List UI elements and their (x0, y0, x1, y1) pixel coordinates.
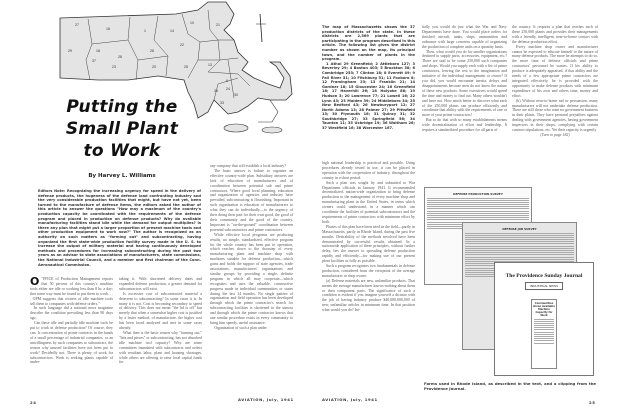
svg-text:25: 25 (184, 65, 188, 69)
clipping-story: Communities Given Available Machine Capacity for Work (531, 299, 557, 369)
byline: By Harvey L. Williams (88, 173, 156, 179)
svg-text:27: 27 (75, 23, 79, 27)
right-column-3: the country. It requires a plan that reaches each of these 250,000 plants and provides their managements with a friendly, intelligent, near-to-home contact with the defense production effort. Every machine shop owner and manufacturer cannot be expected to educate himself to the nature of many defense products. The more he attempts to do so, the more time of defense officials and prime contractors' personnel he wastes. If his ability to produce is adequately appraised, if that ability and the needs of a few appropriate prime contractors are integrated effectively, he is provided with the opportunity to make defense products with minimum expenditure of his own and others time, money and effort. (b) Without near-to-home aid or persuasion, many manufacturers will not undertake defense production. There are still those who want no government business in their plants. They have personal prejudices against dealing with government agencies, having government inspectors in their shops, complying with certain contract stipulations, etc. Yet their capacity is urgently (Turn to page 182) (512, 25, 598, 137)
left-column-3: any company that will establish a local industry? The basic answer is failure to organize an effective country-wide plan. Subsidiary answers are lack of education of manufacturers and of coordination between potential sub and prime contractors. Where good local planning, education and organization of agencies and industry have prevailed, subcontracting is flourishing. Important in such organization is education of manufacturers to what they can do individually—to the urgency of their doing their part for their own good, the good of their community and the good of the country. Important is "on-the-ground" coordination between potential subcontractors and prime contractors. While effective local programs are producing results, no simple, standardized, effective program for the whole country has been put in operation, which reaches down to the doorstep of every manufacturing plant and machine shop with machines suitable for defense production—which gains and holds the support of state agencies, trade associations, manufacturers' organizations and similar groups by providing a single, definite program in which all may cooperate—which recognizes and uses the valuable, constructive progress made in individual communities or states during the last 14 months. No single pattern of organization and field operation has been developed through which the prime contractor's search for subcontracting facilities is shortened to the utmost and through which the prime contractor knows that one similar procedure exists in every community to bring him speedy, useful assistance. Organization of such a plan under (210, 164, 293, 330)
newspaper-clipping (494, 262, 594, 376)
svg-text:20: 20 (152, 65, 156, 69)
svg-text:37: 37 (92, 59, 96, 63)
page-number-right: 25 (589, 400, 596, 405)
svg-text:1: 1 (144, 29, 146, 33)
clipping-masthead: The Providence Sunday Journal (505, 273, 583, 279)
svg-text:30: 30 (234, 93, 238, 97)
continued-note: (Turn to page 182) (540, 132, 570, 137)
svg-text:24: 24 (226, 87, 230, 91)
right-page (312, 0, 624, 420)
svg-text:23: 23 (112, 65, 116, 69)
svg-text:10: 10 (190, 21, 194, 25)
svg-text:28: 28 (118, 55, 122, 59)
svg-text:16: 16 (106, 27, 110, 31)
map-caption: The map of Massachusetts shows the 37 production districts of the state. In these districts are 2,569 plants that are participating in the program described in this article. The following list gives the district number as shown on the map, its principal town, and the number of plants in the program. 1 Athol 29 Greenfield; 2 Attleboro 127; 3 Beverley 29; 4 Boston 403; 5 Brockton 38; 6 Cambridge 253; 7 Clinton 18; 8 Everett 49; 9 Fall River 51; 10 Fitchburg 51; 11 Foxboro 8; 12 Framingham 23; 13 Franklin 21; 14 Gardner 18; 15 Gloucester 24; 16 Greenfield 18; 17 Haverhill 26; 18 Holyoke 88; 19 Hudson 3; 20 Lawrence 77; 21 Lowell 16; 22 Lynn 43; 23 Malden 39; 24 Middleboro 34; 25 New Bedford 43; 26 Newburyport 12; 27 North Adams 13; 28 Palmer 27; 29 Pittsfield 13; 30 Plymouth 16; 31 Quincy 31; 32 Southbridge 27; 33 Springfield 56; 34 Taunton 11; 35 Uxbridge 19; 36 Waltham 26; 37 Westfield 16; 38 Worcester 167. (322, 25, 415, 131)
defense-job-survey-form: DEFENSE JOB SURVEY (462, 222, 577, 350)
svg-text:21: 21 (216, 23, 220, 27)
svg-text:29: 29 (68, 49, 72, 53)
figure-caption: Forms used in Rhode Island, as described in the text, and a clipping from the Providence Journal. (424, 381, 596, 391)
svg-text:9: 9 (226, 79, 228, 83)
clipping-section: INDUSTRIAL NEWS (525, 282, 563, 290)
svg-text:13: 13 (208, 63, 212, 67)
svg-text:18: 18 (96, 49, 100, 53)
folio-magazine-left: AVIATION, July, 1941 (238, 397, 294, 402)
editors-note: Editors Note: Recognizing the increasing urgency for speed in the delivery of defense products, the hugeness of the defense load confronting industry and the very considerable production facilities that might, but have not yet, been turned to the manufacture of defense items, the editors asked the author of this article to answer the questions "How may a maximum of the country's production capacity be coordinated with the requirements of the defense program and placed in production on defense products? Why do available manufacturing facilities stand idle while the demand for output multiplies? Is there any plan that might put a larger proportion of present machine tools and other production equipment to work now?" The author is recognized as an authority on such matters as "farming out" and subcontracting, having organized the first state-wide production facility survey made in the U. S. to increase the output of military material and having continuously developed methods and procedures for increasing subcontracting during the past two years as an advisor to state associations of manufacturers, state commissions, the National Industrial Council, and a member and first chairman of the Conn. Aeronautical Commission. (38, 189, 201, 267)
drop-cap: O (30, 275, 40, 288)
svg-text:14: 14 (170, 29, 174, 33)
right-column-2: tially you would do just what the War and Navy Departments have done. You would place orders for finished aircraft, tanks, ships, ammunition and ordnance with large concerns capable of organizing the production of complete units on a quantity basis. Then, what would you do for smaller organizations destined to supply parts, accessories, equipment, etc.? There are said to be some 250,000 such companies and shops. Would you supply each with a list of prime contractors, leaving the rest to the imagination and initiative of the individual management or owner? If you did, you would encounter inertia, delays and disappointments because men do not know the nature of these new products. Some executives would spend the time and money to find out. Many others wouldn't and have not. How much better to discover what each of the 250,000 plants can produce efficiently and coordinate that ability with the requirements of one or more of your prime contractors! But to do that with so many establishments means wide decentralization of effort and leadership. It requires a standardized procedure for all parts of (422, 25, 507, 133)
svg-text:34: 34 (214, 89, 218, 93)
svg-text:33: 33 (220, 101, 224, 105)
defense-production-survey-form: DEFENSE PRODUCTION SURVEY (424, 187, 532, 285)
svg-text:28: 28 (150, 49, 154, 53)
right-column-1: high national leadership is practical and possible. Using procedures already tested in use, it can be placed in operation with the cooperation of industry, throughout the country in a short period. Such a plan was sought by and submitted to War Department officials in January 1941. It recommended decentralized, nation-wide organization to bring defense production to the management of every machine shop and manufacturing plant in the United States, in terms which owners could understand, in a manner which can coordinate the facilities of potential subcontractors and the requirements of prime contractors with minimum effort by both. Phases of this plan have been tried in the field—partly in Massachusetts, partly in Rhode Island, during the past five months. Desirability of the methods involved have been demonstrated by successful results obtained. In a nationwide application of these principles, without further delay, lies the answer to spreading defense production rapidly and efficiently—for making use of our present plant facilities as fully as possible. Such a program recognizes two fundamentals in defense production, considered from the viewpoint of the average manufacturer or shop owner: (a) Defense materials are new, unfamiliar products. That means the average manufacturer knows nothing about them or their component parts. The significance of such a condition is evident if you imagine yourself a dictator with the job of having industry produce $40,000,000,000 of new, unfamiliar articles in minimum time. In that position what would you do? Ini- (322, 161, 415, 313)
left-column-1: O "FFICE of Production Management reports that 50 percent of this country's machine tools either are idle or working less than 8 hr. a day; that some way must be found to put them to work. . . . OPM suggests that owners of idle machine tools sell them to companies with defense orders." In such language did a national news magazine describe the condition prevailing less than 90 days ago. Can these idle and partially idle machine tools be put to work in defense production? Of course, they can. Is concentration of prime contracts in the hands of a small percentage of industrial companies, or an unwillingness by such companies to subcontract, the reason why unused facilities have not been put to work? Decidedly not. There is plenty of work for subcontractors. Work is seeking plants capable of under- (30, 275, 113, 365)
svg-text:22: 22 (180, 43, 184, 47)
article-title: Putting the Small Plant to Work (65, 97, 179, 161)
left-column-2: taking it. With shortened delivery dates and expanded defense production, a greater demand for subcontractors will exist. Is excessive cost of subcontracted material a deterrent to subcontracting? In some cases it is. In many it is not. Cost is becoming secondary to speed of delivery. This does not mean "the lid is off" but merely that when a somewhat higher cost is justified by a faster method, of manufacture, the higher cost has been faced analyzed and met in some cases already. What then is the basic reason why "farming out," "bits and pieces" or subcontracting, has not absorbed idle machine tool capacity? Why are some committees inundated with subcontracts and orders with resultant labor, plant and housing shortages, while others are offering to raise local capital funds for (119, 277, 202, 365)
folio-magazine-right: AVIATION, July, 1941 (322, 397, 378, 402)
page-number-left: 24 (30, 400, 37, 405)
